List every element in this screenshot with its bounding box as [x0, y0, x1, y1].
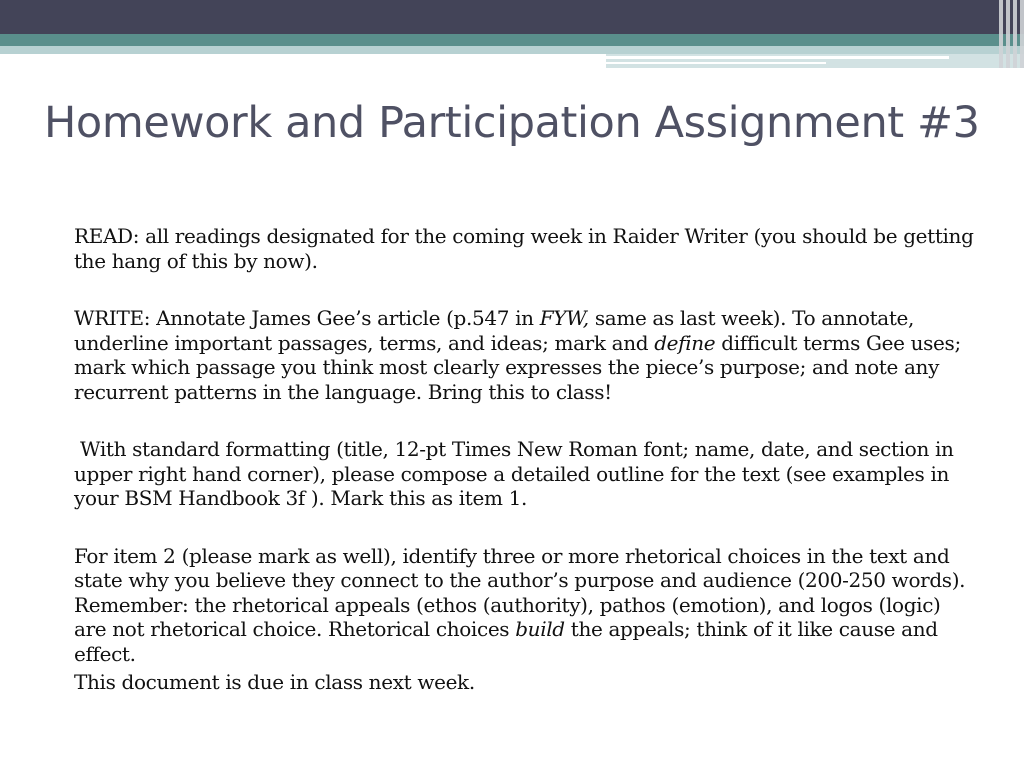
- slide-body: [74, 224, 974, 695]
- stripe: [1006, 0, 1010, 68]
- header-band-teal: [0, 34, 1024, 46]
- item2-text-1: For item 2 (please mark as well), identify three or more rhetorical choices in the text and state why you believe they connect to the author’s purpose and audience (200-250 words). Remember: the rhetorical appeals (ethos (authority), pathos (emotion), and logos (logic) are not rhetorical choice. Rhetorical choices: [74, 543, 966, 641]
- header-accent-line-2: [606, 62, 826, 64]
- header-band-dark: [0, 0, 1024, 34]
- header-band-light: [0, 46, 1024, 54]
- paragraph-format: With standard formatting (title, 12-pt Times New Roman font; name, date, and section in upper right hand corner), please compose a detailed outline for the text (see examples in your BSM Handbook 3f ). Mark this as item 1.: [74, 437, 960, 510]
- paragraph-item2: [74, 544, 974, 667]
- stripe: [1013, 0, 1017, 68]
- slide-title: Homework and Participation Assignment #3: [44, 98, 980, 148]
- paragraph-write: [74, 306, 974, 404]
- write-italic-define: define: [654, 330, 716, 355]
- header-accent-line: [606, 56, 949, 59]
- paragraph-due: This document is due in class next week.: [74, 670, 475, 694]
- write-text-2: same as last week). To annotate, underline important passages, terms, and ideas; mark and: [74, 306, 915, 355]
- write-text-3: difficult terms Gee uses; mark which passage you think most clearly expresses the piece’s purpose; and note any recurrent patterns in the language. Bring this to class!: [74, 330, 961, 404]
- write-italic-fyw: FYW,: [539, 306, 589, 330]
- header-vertical-stripes: [990, 0, 1024, 68]
- paragraph-read: READ: all readings designated for the coming week in Raider Writer (you should be getting the hang of this by now).: [74, 224, 974, 273]
- item2-text-2: the appeals; think of it like cause and effect.: [74, 617, 938, 666]
- stripe: [999, 0, 1003, 68]
- stripe: [1020, 0, 1024, 68]
- item2-italic-build: build: [515, 617, 565, 641]
- write-text-1: WRITE: Annotate James Gee’s article (p.547 in: [74, 306, 540, 330]
